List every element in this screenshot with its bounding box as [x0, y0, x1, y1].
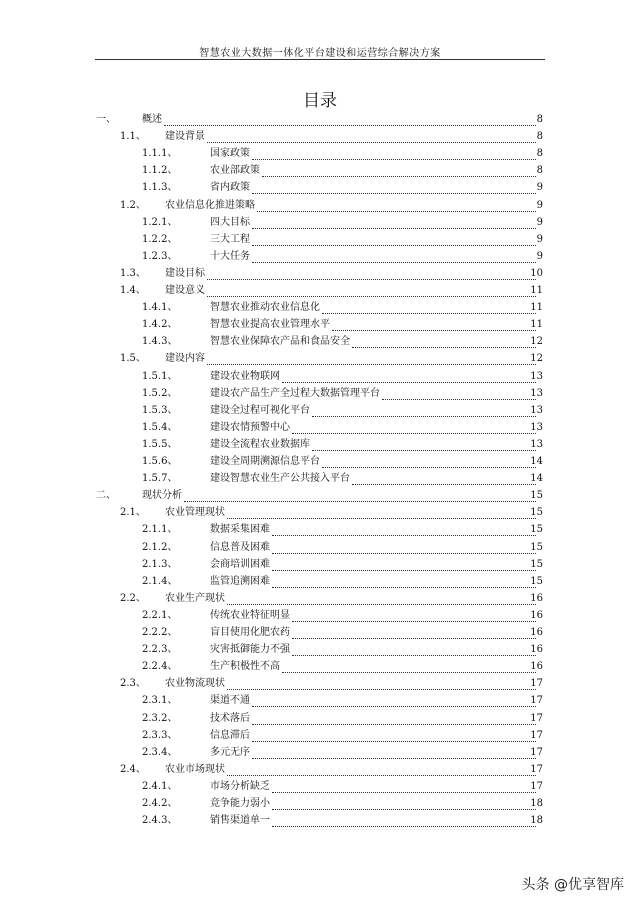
toc-entry-page: 15 — [530, 541, 543, 553]
toc-entry-number: 1.5.3、 — [142, 404, 178, 416]
toc-leader-dots — [252, 179, 536, 194]
toc-entry-number: 1.1.2、 — [142, 165, 178, 177]
toc-entry[interactable] — [0, 128, 640, 145]
toc-entry-page: 13 — [530, 438, 543, 450]
toc-entry-label: 农业生产现状 — [165, 592, 225, 604]
toc-leader-dots — [227, 675, 536, 690]
toc-entry-number: 2.1.4、 — [142, 575, 178, 587]
toc-entry-label: 建设目标 — [165, 267, 205, 279]
toc-entry-page: 12 — [530, 336, 543, 348]
toc-entry-number: 2.1、 — [120, 507, 146, 519]
toc-entry-number: 1.4.3、 — [142, 336, 178, 348]
toc-entry-label: 三大工程 — [210, 233, 250, 245]
toc-entry-label: 渠道不通 — [210, 695, 250, 707]
toc-entry-page: 9 — [536, 233, 543, 245]
toc-entry-number: 1.5.5、 — [142, 438, 178, 450]
toc-entry-page: 9 — [536, 250, 543, 262]
toc-entry-page: 17 — [530, 695, 543, 707]
toc-leader-dots — [227, 504, 536, 519]
toc-entry-label: 建设农产品生产全过程大数据管理平台 — [210, 387, 380, 399]
toc-entry-number: 1.2、 — [120, 199, 146, 211]
toc-entry-number: 2.3.2、 — [142, 712, 178, 724]
toc-entry[interactable] — [0, 368, 640, 385]
toc-entry-number: 二、 — [96, 490, 116, 502]
toc-entry[interactable] — [0, 761, 640, 778]
toc-entry-page: 15 — [530, 558, 543, 570]
toc-entry-number: 2.3.1、 — [142, 695, 178, 707]
toc-entry[interactable] — [0, 402, 640, 419]
toc-leader-dots — [227, 590, 536, 605]
toc-entry-label: 农业信息化推进策略 — [165, 199, 255, 211]
toc-entry[interactable] — [0, 145, 640, 162]
toc-entry-page: 14 — [530, 473, 543, 485]
toc-leader-dots — [292, 419, 536, 434]
toc-entry[interactable] — [0, 504, 640, 521]
toc-entry-label: 建设农业物联网 — [210, 370, 280, 382]
toc-entry-page: 8 — [536, 131, 543, 143]
toc-entry-label: 智慧农业提高农业管理水平 — [210, 319, 330, 331]
toc-entry-number: 1.2.3、 — [142, 250, 178, 262]
toc-entry-page: 13 — [530, 404, 543, 416]
toc-entry-number: 1.5.7、 — [142, 473, 178, 485]
toc-entry-number: 2.1.2、 — [142, 541, 178, 553]
toc-leader-dots — [272, 812, 536, 827]
toc-leader-dots — [164, 111, 536, 126]
toc-entry-page: 11 — [530, 285, 543, 296]
toc-entry-label: 多元无序 — [210, 746, 250, 758]
toc-entry-label: 建设背景 — [165, 131, 205, 143]
toc-entry[interactable] — [0, 333, 640, 350]
toc-leader-dots — [252, 744, 536, 759]
toc-entry-number: 2.3、 — [120, 678, 146, 690]
toc-entry-label: 农业部政策 — [210, 165, 260, 177]
toc-entry-page: 13 — [530, 387, 543, 399]
toc-entry-page: 15 — [530, 507, 543, 519]
toc-leader-dots — [322, 299, 536, 314]
toc-entry-number: 2.2.1、 — [142, 609, 178, 621]
toc-entry-page: 16 — [530, 627, 543, 638]
toc-entry[interactable] — [0, 299, 640, 316]
toc-leader-dots — [282, 368, 536, 383]
toc-entry-label: 现状分析 — [142, 490, 182, 502]
toc-leader-dots — [252, 214, 536, 229]
toc-entry-label: 农业管理现状 — [165, 507, 225, 519]
toc-entry-number: 1.1、 — [120, 131, 146, 143]
toc-entry-page: 9 — [536, 199, 543, 211]
toc-entry-page: 17 — [530, 678, 543, 690]
toc-entry[interactable] — [0, 214, 640, 231]
toc-entry-label: 市场分析缺乏 — [210, 780, 270, 792]
toc-leader-dots — [272, 795, 536, 810]
toc-entry-page: 16 — [530, 609, 543, 621]
toc-leader-dots — [207, 128, 536, 143]
toc-entry-label: 建设智慧农业生产公共接入平台 — [210, 473, 350, 485]
toc-entry-number: 1.4.2、 — [142, 319, 178, 331]
toc-entry[interactable] — [0, 453, 640, 470]
toc-title: 目录 — [303, 91, 337, 111]
toc-entry-label: 竞争能力弱小 — [210, 798, 270, 809]
toc-entry-number: 2.4.3、 — [142, 815, 178, 827]
toc-entry[interactable] — [0, 539, 640, 556]
toc-leader-dots — [207, 350, 536, 365]
toc-entry-label: 灾害抵御能力不强 — [210, 644, 290, 656]
toc-entry[interactable] — [0, 385, 640, 402]
toc-entry-page: 15 — [530, 524, 543, 536]
toc-leader-dots — [352, 470, 536, 485]
toc-entry-number: 2.1.3、 — [142, 558, 178, 570]
toc-entry-label: 农业市场现状 — [165, 763, 225, 775]
toc-entry[interactable] — [0, 727, 640, 744]
toc-entry-page: 18 — [530, 798, 543, 809]
toc-entry[interactable] — [0, 658, 640, 675]
toc-entry[interactable] — [0, 162, 640, 179]
toc-entry-page: 11 — [530, 302, 543, 314]
toc-entry[interactable] — [0, 179, 640, 196]
toc-entry-page: 9 — [536, 216, 543, 228]
toc-entry-number: 2.4.2、 — [142, 798, 178, 809]
toc-entry-label: 信息普及困难 — [210, 541, 270, 553]
toc-entry-number: 1.4.1、 — [142, 302, 178, 314]
toc-entry[interactable] — [0, 692, 640, 709]
toc-entry[interactable] — [0, 812, 640, 829]
toc-entry-page: 17 — [530, 729, 543, 741]
toc-entry-label: 建设意义 — [165, 285, 205, 296]
toc-entry-number: 2.3.4、 — [142, 746, 178, 758]
toc-entry[interactable] — [0, 521, 640, 538]
toc-leader-dots — [272, 539, 536, 554]
toc-entry-page: 17 — [530, 746, 543, 758]
toc-entry-page: 14 — [530, 456, 543, 467]
toc-entry[interactable] — [0, 316, 640, 333]
toc-entry-page: 16 — [530, 592, 543, 604]
toc-entry-label: 概述 — [142, 114, 162, 125]
toc-entry-page: 17 — [530, 712, 543, 724]
toc-entry-page: 17 — [530, 780, 543, 792]
toc-entry-number: 1.1.3、 — [142, 182, 178, 194]
toc-entry-label: 建设全流程农业数据库 — [210, 438, 310, 450]
toc-entry-number: 1.4、 — [120, 285, 146, 296]
toc-entry[interactable] — [0, 556, 640, 573]
toc-leader-dots — [382, 385, 536, 400]
toc-leader-dots — [252, 145, 536, 160]
toc-entry-label: 会商培训困难 — [210, 558, 270, 570]
toc-entry-page: 16 — [530, 661, 543, 673]
toc-entry-label: 国家政策 — [210, 148, 250, 160]
toc-entry[interactable] — [0, 197, 640, 214]
toc-entry-page: 13 — [530, 370, 543, 382]
toc-entry-label: 十大任务 — [210, 250, 250, 262]
toc-leader-dots — [352, 333, 536, 348]
toc-leader-dots — [262, 162, 536, 177]
toc-entry-number: 2.2.2、 — [142, 627, 178, 638]
toc-entry-page: 11 — [530, 319, 543, 331]
toc-entry[interactable] — [0, 487, 640, 504]
toc-entry-number: 1.3、 — [120, 267, 146, 279]
toc-entry-number: 2.2.4、 — [142, 661, 178, 673]
toc-entry-number: 1.5.2、 — [142, 387, 178, 399]
toc-leader-dots — [184, 487, 536, 502]
toc-leader-dots — [252, 248, 536, 263]
toc-entry-page: 8 — [536, 148, 543, 160]
toc-entry[interactable] — [0, 248, 640, 265]
toc-entry-page: 8 — [536, 114, 543, 125]
toc-entry-page: 9 — [536, 182, 543, 194]
toc-entry[interactable] — [0, 573, 640, 590]
toc-entry-number: 1.5.6、 — [142, 456, 178, 467]
toc-leader-dots — [207, 282, 536, 297]
toc-entry-page: 8 — [536, 165, 543, 177]
toc-entry[interactable] — [0, 744, 640, 761]
toc-entry-label: 智慧农业保障农产品和食品安全 — [210, 336, 350, 348]
toc-entry-label: 建设内容 — [165, 353, 205, 365]
toc-entry[interactable] — [0, 470, 640, 487]
toc-leader-dots — [312, 402, 536, 417]
toc-entry-page: 13 — [530, 421, 543, 433]
toc-leader-dots — [207, 265, 536, 280]
toc-entry[interactable] — [0, 419, 640, 436]
toc-entry-page: 10 — [530, 267, 543, 279]
toc-entry-label: 技术落后 — [210, 712, 250, 724]
toc-leader-dots — [292, 641, 536, 656]
toc-entry-page: 12 — [530, 353, 543, 365]
toc-entry-label: 四大目标 — [210, 216, 250, 228]
toc-leader-dots — [257, 197, 536, 212]
toc-entry[interactable] — [0, 436, 640, 453]
toc-leader-dots — [292, 624, 536, 639]
toc-entry[interactable] — [0, 231, 640, 248]
toc-entry[interactable] — [0, 710, 640, 727]
running-header: 智慧农业大数据一体化平台建设和运营综合解决方案 — [199, 48, 441, 59]
toc-entry[interactable] — [0, 624, 640, 641]
toc-entry-page: 18 — [530, 815, 543, 827]
toc-entry[interactable] — [0, 795, 640, 812]
toc-entry-label: 销售渠道单一 — [210, 815, 270, 827]
toc-leader-dots — [272, 573, 536, 588]
toc-entry-page: 16 — [530, 644, 543, 656]
toc-leader-dots — [282, 658, 536, 673]
toc-leader-dots — [312, 436, 536, 451]
toc-entry-label: 监管追溯困难 — [210, 575, 270, 587]
toc-entry[interactable] — [0, 111, 640, 128]
toc-leader-dots — [227, 761, 536, 776]
toc-entry[interactable] — [0, 675, 640, 692]
toc-entry[interactable] — [0, 350, 640, 367]
toc-leader-dots — [252, 727, 536, 742]
toc-entry-label: 传统农业特征明显 — [210, 609, 290, 621]
toc-entry-label: 建设全周期溯源信息平台 — [210, 456, 320, 467]
toc-entry-number: 1.5、 — [120, 353, 146, 365]
toc-entry-number: 2.4.1、 — [142, 780, 178, 792]
toc-entry-label: 省内政策 — [210, 182, 250, 194]
toc-leader-dots — [272, 778, 536, 793]
toc-leader-dots — [252, 710, 536, 725]
toc-entry-label: 生产积极性不高 — [210, 661, 280, 673]
watermark: 头条 @优享智库 — [521, 877, 624, 893]
toc-entry[interactable] — [0, 607, 640, 624]
toc-entry-number: 1.1.1、 — [142, 148, 178, 160]
toc-entry-label: 盲目使用化肥农药 — [210, 627, 290, 638]
toc-entry-number: 2.4、 — [120, 763, 146, 775]
toc-entry-label: 建设全过程可视化平台 — [210, 404, 310, 416]
toc-leader-dots — [272, 521, 536, 536]
toc-entry-page: 15 — [530, 575, 543, 587]
toc-leader-dots — [292, 607, 536, 622]
toc-entry[interactable] — [0, 641, 640, 658]
toc-entry-label: 建设农情预警中心 — [210, 421, 290, 433]
toc-entry-number: 2.2、 — [120, 592, 146, 604]
toc-entry-number: 1.2.1、 — [142, 216, 178, 228]
toc-entry-page: 15 — [530, 490, 543, 502]
toc-leader-dots — [272, 556, 536, 571]
toc-entry-number: 1.2.2、 — [142, 233, 178, 245]
toc-entry-number: 1.5.1、 — [142, 370, 178, 382]
toc-entry[interactable] — [0, 265, 640, 282]
toc-entry-label: 数据采集困难 — [210, 524, 270, 536]
toc-entry-page: 17 — [530, 763, 543, 775]
toc-entry[interactable] — [0, 590, 640, 607]
toc-entry-number: 一、 — [96, 114, 116, 125]
toc-leader-dots — [252, 231, 536, 246]
toc-entry-number: 2.1.1、 — [142, 524, 178, 536]
toc-leader-dots — [322, 453, 536, 468]
toc-entry[interactable] — [0, 778, 640, 795]
toc-entry-number: 2.2.3、 — [142, 644, 178, 656]
toc-entry[interactable] — [0, 282, 640, 299]
toc-entry-number: 2.3.3、 — [142, 729, 178, 741]
toc-entry-number: 1.5.4、 — [142, 421, 178, 433]
toc-entry-label: 智慧农业推动农业信息化 — [210, 302, 320, 314]
header-rule — [95, 59, 545, 60]
toc-leader-dots — [252, 692, 536, 707]
toc-entry-label: 信息滞后 — [210, 729, 250, 741]
toc-leader-dots — [332, 316, 536, 331]
toc-entry-label: 农业物流现状 — [165, 678, 225, 690]
